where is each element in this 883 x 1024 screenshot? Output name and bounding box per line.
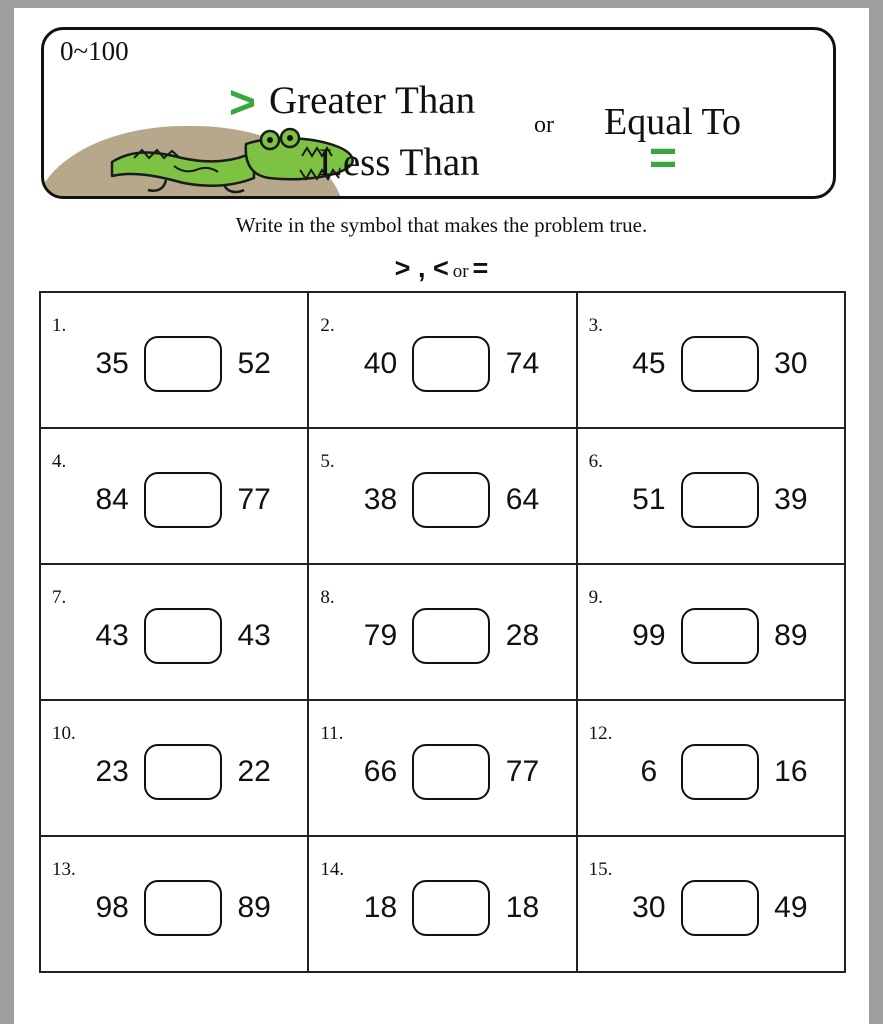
problem-cell — [41, 837, 309, 973]
problem-number: 4. — [52, 451, 67, 472]
left-operand: 18 — [363, 891, 398, 924]
left-operand: 51 — [632, 483, 666, 516]
right-operand: 28 — [505, 619, 540, 652]
problem-cell — [41, 565, 309, 701]
comparison-expression — [91, 880, 275, 936]
right-operand: 89 — [774, 619, 808, 652]
symbol-key-or: or — [452, 261, 469, 282]
problem-number: 6. — [588, 451, 603, 472]
problem-cell — [309, 293, 577, 429]
answer-input-box[interactable] — [681, 880, 759, 936]
answer-input-box[interactable] — [144, 336, 222, 392]
left-operand: 66 — [363, 755, 398, 788]
comparison-expression — [91, 608, 275, 664]
comparison-expression — [359, 336, 543, 392]
left-operand: 99 — [632, 619, 666, 652]
problem-number: 11. — [320, 723, 344, 744]
comparison-expression — [628, 744, 812, 800]
left-operand: 38 — [363, 483, 398, 516]
problem-number: 14. — [320, 859, 345, 880]
less-than-label: Less Than — [319, 141, 480, 184]
problem-cell — [309, 565, 577, 701]
right-operand: 16 — [774, 755, 808, 788]
answer-input-box[interactable] — [681, 608, 759, 664]
instruction-text: Write in the symbol that makes the problem true. — [235, 213, 648, 237]
problem-number: 8. — [320, 587, 335, 608]
symbol-key-greater-less: > , < — [394, 253, 449, 283]
answer-input-box[interactable] — [412, 472, 490, 528]
comparison-expression — [91, 744, 275, 800]
problem-cell — [578, 565, 846, 701]
problem-number: 9. — [588, 587, 603, 608]
left-operand: 45 — [632, 347, 666, 380]
answer-input-box[interactable] — [144, 744, 222, 800]
comparison-expression — [359, 744, 543, 800]
comparison-expression — [359, 472, 543, 528]
left-operand: 98 — [95, 891, 129, 924]
problem-cell — [578, 429, 846, 565]
right-operand: 49 — [774, 891, 808, 924]
problem-cell — [578, 701, 846, 837]
problem-number: 7. — [52, 587, 67, 608]
problem-number: 5. — [320, 451, 335, 472]
equal-to-label: Equal To — [604, 101, 742, 143]
problem-number: 15. — [588, 859, 613, 880]
comparison-expression — [628, 472, 812, 528]
comparison-expression — [91, 472, 275, 528]
right-operand: 39 — [774, 483, 808, 516]
symbol-key-equals: = — [472, 253, 489, 283]
right-operand: 77 — [237, 483, 271, 516]
problem-cell — [41, 429, 309, 565]
worksheet-page — [14, 8, 869, 1024]
comparison-expression — [359, 880, 543, 936]
problem-cell — [41, 701, 309, 837]
right-operand: 18 — [505, 891, 540, 924]
number-range-label: 0~100 — [60, 36, 129, 66]
right-operand: 89 — [237, 891, 271, 924]
left-operand: 43 — [95, 619, 129, 652]
left-operand: 40 — [363, 347, 398, 380]
comparison-expression — [628, 336, 812, 392]
problem-number: 10. — [52, 723, 76, 744]
problem-number: 13. — [52, 859, 76, 880]
right-operand: 74 — [505, 347, 540, 380]
left-operand: 35 — [95, 347, 129, 380]
equals-symbol: = — [649, 132, 678, 185]
problem-cell — [309, 837, 577, 973]
problem-cell — [309, 429, 577, 565]
worksheet-header-banner — [41, 27, 836, 199]
left-operand: 23 — [95, 755, 129, 788]
problem-number: 12. — [588, 723, 613, 744]
comparison-expression — [628, 880, 812, 936]
answer-input-box[interactable] — [144, 880, 222, 936]
right-operand: 22 — [237, 755, 271, 788]
problem-number: 1. — [52, 315, 67, 336]
symbol-key-line — [14, 253, 869, 284]
left-operand: 84 — [95, 483, 129, 516]
or-label: or — [534, 112, 554, 138]
comparison-expression — [359, 608, 543, 664]
answer-input-box[interactable] — [681, 472, 759, 528]
right-operand: 52 — [237, 347, 271, 380]
comparison-expression — [628, 608, 812, 664]
problem-grid — [39, 291, 846, 973]
answer-input-box[interactable] — [412, 336, 490, 392]
problem-cell — [309, 701, 577, 837]
left-operand: 30 — [632, 891, 666, 924]
problem-cell — [578, 293, 846, 429]
problem-cell — [41, 293, 309, 429]
answer-input-box[interactable] — [681, 336, 759, 392]
greater-than-label: Greater Than — [269, 79, 476, 122]
problem-number: 2. — [320, 315, 335, 336]
answer-input-box[interactable] — [144, 608, 222, 664]
greater-than-symbol: > — [229, 76, 256, 128]
right-operand: 64 — [505, 483, 540, 516]
answer-input-box[interactable] — [412, 880, 490, 936]
problem-number: 3. — [588, 315, 603, 336]
answer-input-box[interactable] — [412, 744, 490, 800]
right-operand: 30 — [774, 347, 808, 380]
comparison-expression — [91, 336, 275, 392]
right-operand: 77 — [505, 755, 540, 788]
left-operand: 79 — [363, 619, 398, 652]
answer-input-box[interactable] — [144, 472, 222, 528]
answer-input-box[interactable] — [412, 608, 490, 664]
right-operand: 43 — [237, 619, 271, 652]
left-operand: 6 — [640, 755, 658, 788]
answer-input-box[interactable] — [681, 744, 759, 800]
problem-cell — [578, 837, 846, 973]
